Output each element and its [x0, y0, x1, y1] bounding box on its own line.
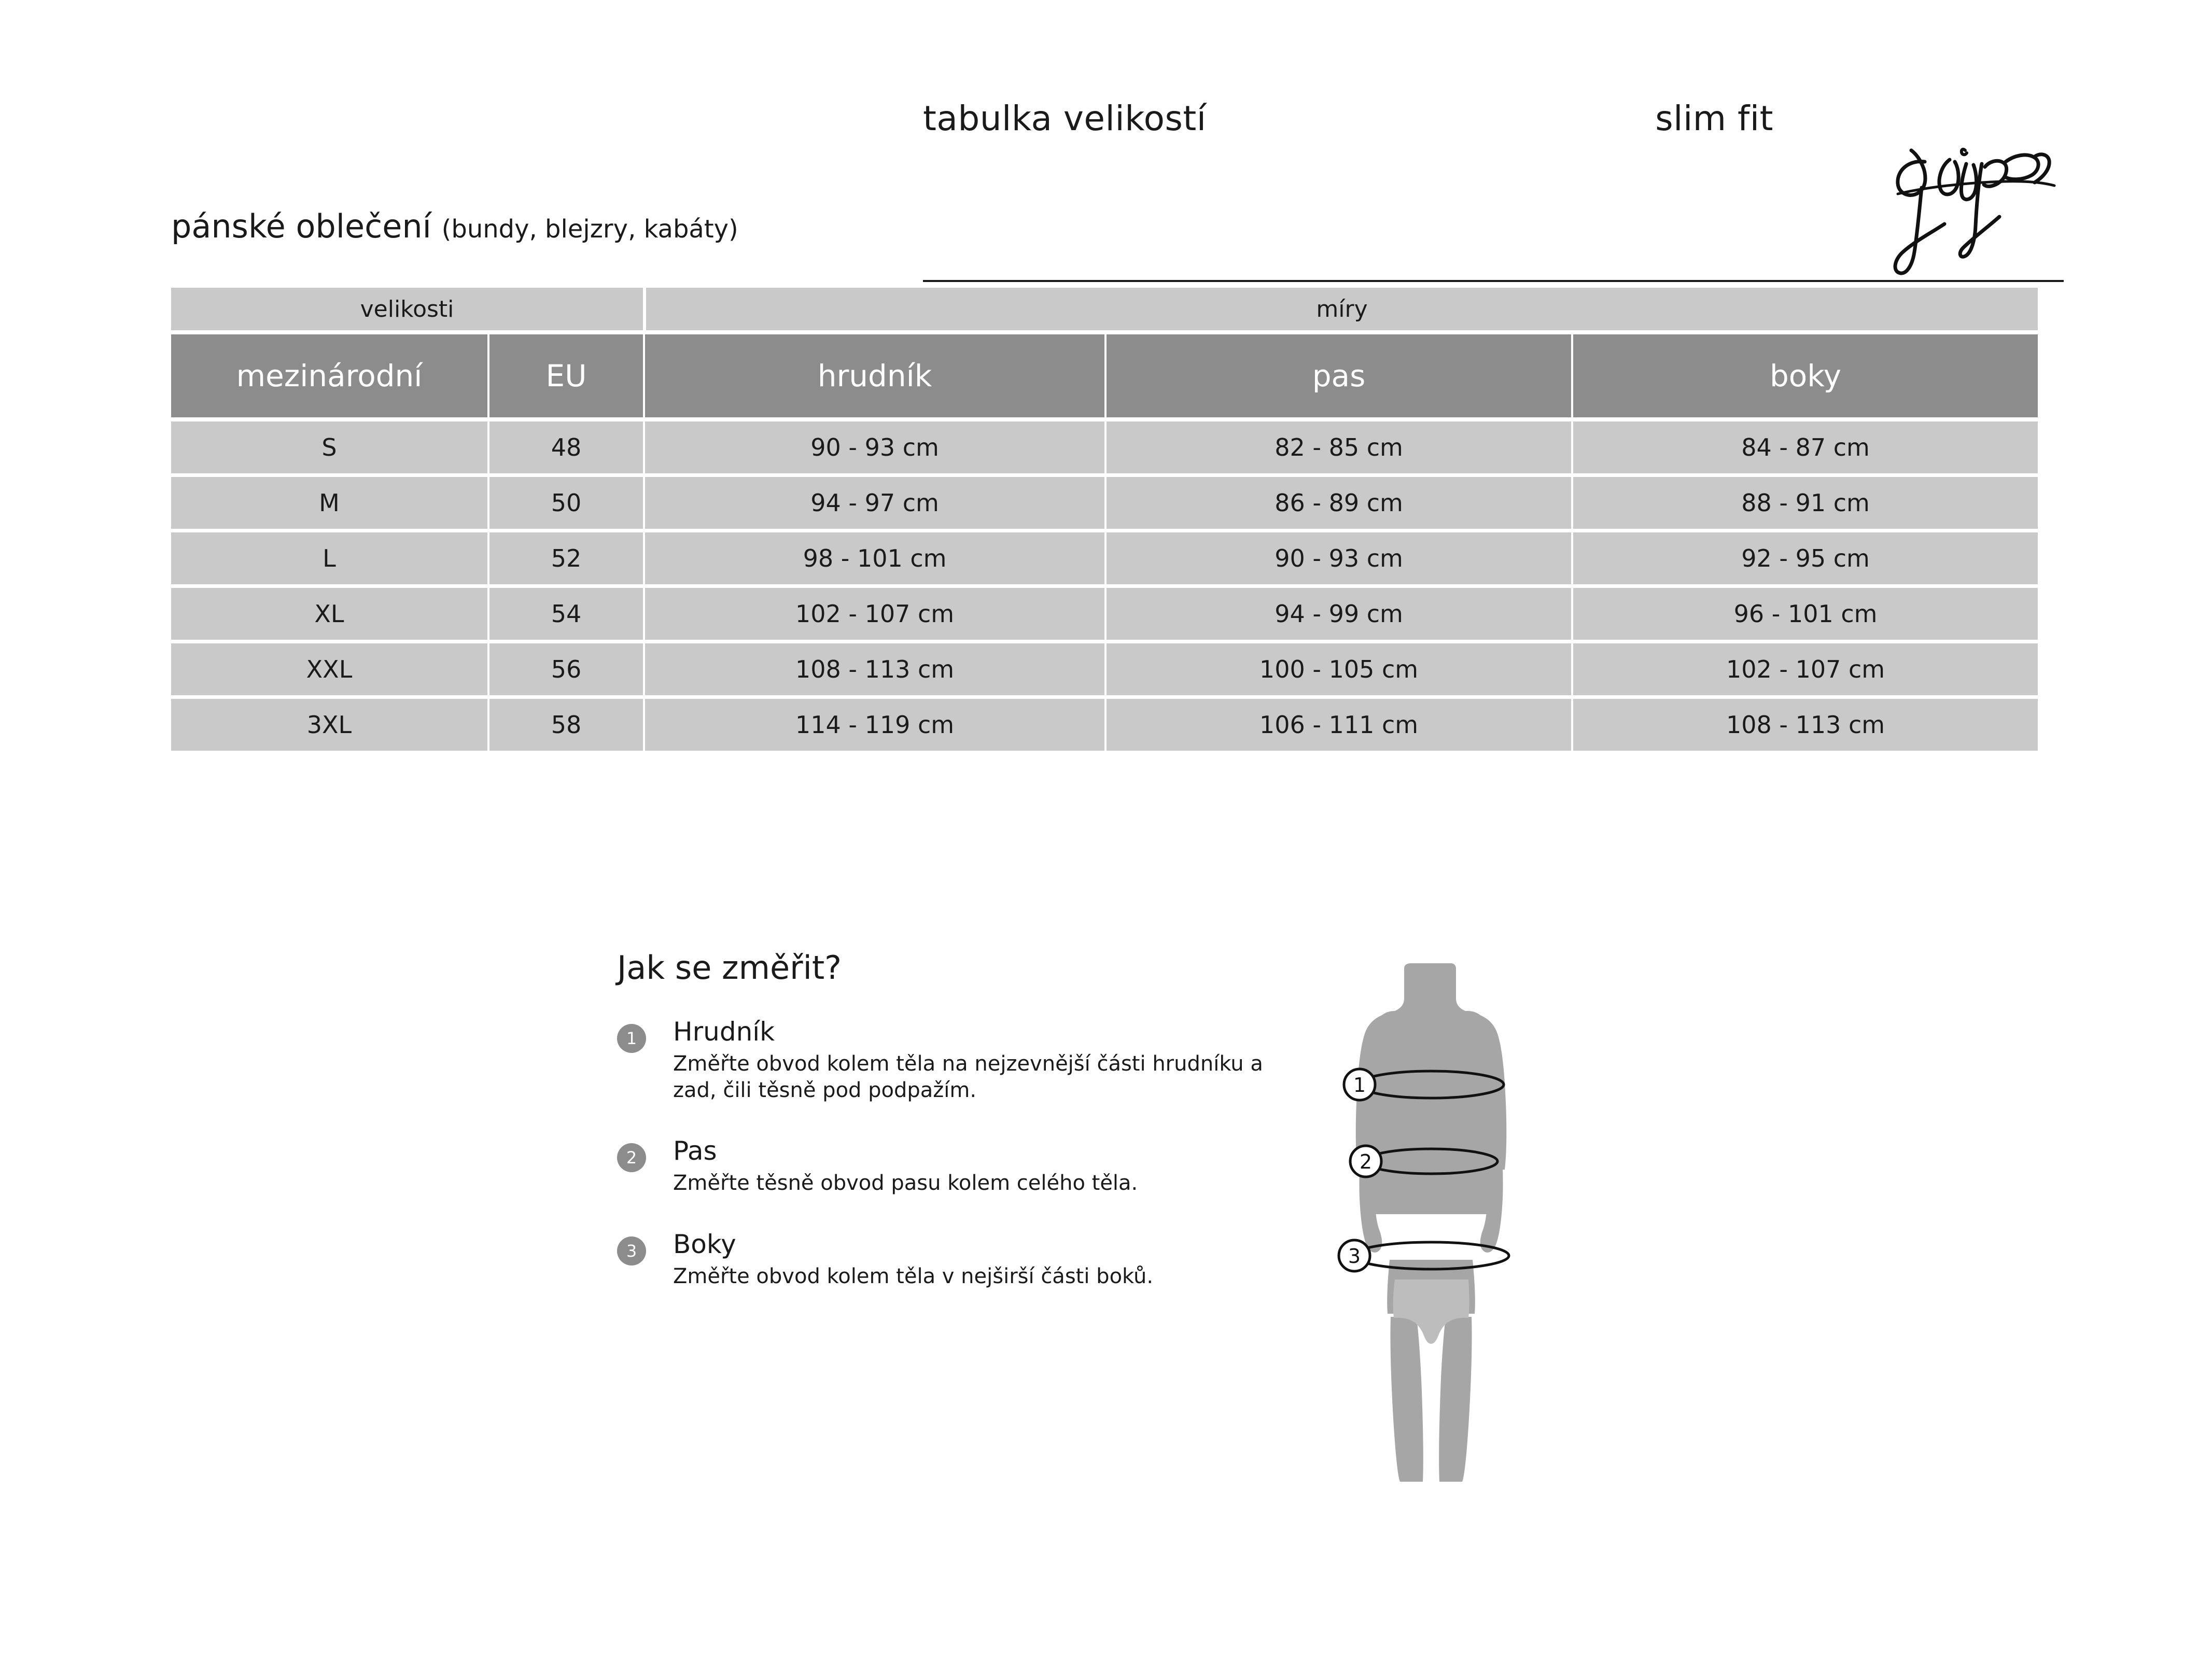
- cell-hips: 88 - 91 cm: [1571, 477, 2038, 529]
- cell-waist: 86 - 89 cm: [1104, 477, 1571, 529]
- measure-name-chest: Hrudník: [673, 1017, 775, 1047]
- column-header-international: mezinárodní: [171, 334, 487, 417]
- cell-chest: 94 - 97 cm: [643, 477, 1104, 529]
- cell-hips: 96 - 101 cm: [1571, 588, 2038, 640]
- cell-international: 3XL: [171, 699, 487, 751]
- cell-waist: 100 - 105 cm: [1104, 643, 1571, 695]
- cell-chest: 114 - 119 cm: [643, 699, 1104, 751]
- marker-label-2: 2: [1359, 1150, 1373, 1173]
- cell-waist: 94 - 99 cm: [1104, 588, 1571, 640]
- measure-item-waist: [617, 1136, 1291, 1197]
- table-spacer: [171, 330, 2038, 334]
- measure-name-waist: Pas: [673, 1136, 717, 1166]
- table-group-header-row: [171, 288, 2038, 330]
- cell-international: XL: [171, 588, 487, 640]
- table-row-gap: [171, 529, 2038, 532]
- cell-international: S: [171, 421, 487, 473]
- cell-hips: 102 - 107 cm: [1571, 643, 2038, 695]
- cell-eu: 54: [487, 588, 643, 640]
- cell-waist: 106 - 111 cm: [1104, 699, 1571, 751]
- measure-name-hips: Boky: [673, 1229, 736, 1259]
- marker-label-1: 1: [1353, 1074, 1366, 1096]
- column-header-waist: pas: [1104, 334, 1571, 417]
- table-column-header-row: [171, 334, 2038, 417]
- section-title: [171, 207, 738, 245]
- section-title-main: pánské oblečení: [171, 207, 431, 245]
- table-spacer: [171, 417, 2038, 421]
- measure-item-hips: [617, 1229, 1291, 1290]
- cell-international: L: [171, 532, 487, 584]
- fit-label: slim fit: [1655, 99, 1773, 138]
- measure-badge-3: 3: [617, 1236, 646, 1266]
- table-row-gap: [171, 640, 2038, 643]
- cell-international: XXL: [171, 643, 487, 695]
- cell-chest: 108 - 113 cm: [643, 643, 1104, 695]
- measure-desc-waist: Změřte těsně obvod pasu kolem celého těla.: [673, 1171, 1138, 1196]
- column-header-eu: EU: [487, 334, 643, 417]
- how-to-measure-section: [617, 949, 1291, 1322]
- body-silhouette: [1356, 963, 1507, 1482]
- table-row: [171, 421, 2038, 473]
- page-title: tabulka velikostí: [923, 99, 1207, 138]
- measure-item-chest: [617, 1017, 1291, 1104]
- cell-eu: 50: [487, 477, 643, 529]
- cell-hips: 108 - 113 cm: [1571, 699, 2038, 751]
- column-header-chest: hrudník: [643, 334, 1104, 417]
- table-row: [171, 699, 2038, 751]
- body-figure-illustration: [1265, 959, 1597, 1483]
- table-row: [171, 532, 2038, 584]
- table-row-gap: [171, 584, 2038, 588]
- table-row: [171, 588, 2038, 640]
- cell-chest: 98 - 101 cm: [643, 532, 1104, 584]
- measure-badge-2: 2: [617, 1143, 646, 1172]
- cell-eu: 48: [487, 421, 643, 473]
- group-header-measures: míry: [643, 288, 2038, 330]
- cell-waist: 90 - 93 cm: [1104, 532, 1571, 584]
- table-row: [171, 477, 2038, 529]
- measure-badge-1: 1: [617, 1024, 646, 1053]
- cell-eu: 52: [487, 532, 643, 584]
- measure-desc-chest: Změřte obvod kolem těla na nejzevnější části hrudníku a zad, čili těsně pod podpažím.: [673, 1052, 1263, 1103]
- table-row-gap: [171, 695, 2038, 699]
- document-header: [923, 99, 2064, 187]
- section-title-sub: (bundy, blejzry, kabáty): [441, 215, 738, 244]
- marker-label-3: 3: [1348, 1245, 1361, 1268]
- size-table: [171, 288, 2038, 751]
- cell-eu: 58: [487, 699, 643, 751]
- table-row-gap: [171, 473, 2038, 477]
- cell-international: M: [171, 477, 487, 529]
- cell-hips: 84 - 87 cm: [1571, 421, 2038, 473]
- cell-chest: 90 - 93 cm: [643, 421, 1104, 473]
- gipsy-logo: [1887, 130, 2059, 285]
- group-header-sizes: velikosti: [171, 288, 643, 330]
- table-row: [171, 643, 2038, 695]
- cell-waist: 82 - 85 cm: [1104, 421, 1571, 473]
- how-to-measure-title: Jak se změřit?: [617, 949, 842, 987]
- cell-chest: 102 - 107 cm: [643, 588, 1104, 640]
- measure-desc-hips: Změřte obvod kolem těla v nejširší části boků.: [673, 1264, 1154, 1288]
- cell-eu: 56: [487, 643, 643, 695]
- cell-hips: 92 - 95 cm: [1571, 532, 2038, 584]
- column-header-hips: boky: [1571, 334, 2038, 417]
